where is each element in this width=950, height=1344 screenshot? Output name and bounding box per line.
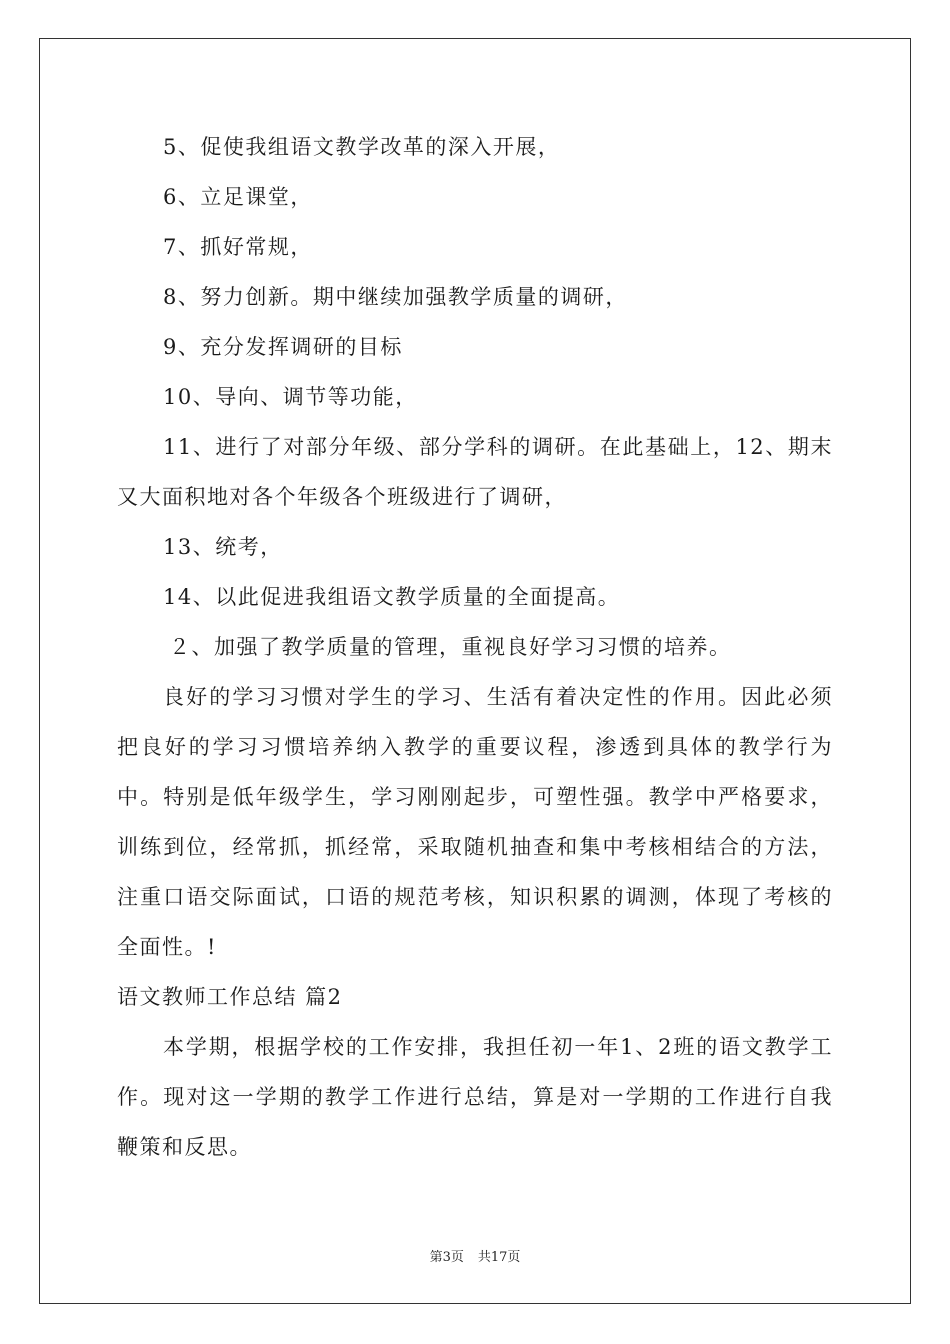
page-number: 第3页 (429, 1250, 464, 1265)
list-item: 5、促使我组语文教学改革的深入开展， (163, 135, 561, 159)
list-item: 10、导向、调节等功能， (163, 385, 418, 409)
list-item: 14、以此促进我组语文教学质量的全面提高。 (163, 585, 621, 609)
paragraph-intro: 本学期，根据学校的工作安排，我担任初一年1、2班的语文教学工作。现对这一学期的教学工作进行总结，算是对一学期的工作进行自我鞭策和反思。 (117, 1035, 833, 1159)
list-item: 13、统考， (163, 535, 283, 559)
list-item: 7、抓好常规， (163, 235, 313, 259)
page-footer (0, 1246, 950, 1265)
article-heading: 语文教师工作总结 篇2 (117, 985, 343, 1009)
list-item: 8、努力创新。期中继续加强教学质量的调研， (163, 285, 628, 309)
paragraph-item-11: 11、进行了对部分年级、部分学科的调研。在此基础上，12、期末又大面积地对各个年级各个班级进行了调研， (117, 435, 833, 509)
list-item: 9、充分发挥调研的目标 (163, 335, 403, 359)
page-total: 共17页 (477, 1250, 521, 1265)
paragraph-habits: 良好的学习习惯对学生的学习、生活有着决定性的作用。因此必须把良好的学习习惯培养纳入教学的重要议程，渗透到具体的教学行为中。特别是低年级学生，学习刚刚起步，可塑性强。教学中严格要求，训练到位，经常抓，抓经常，采取随机抽查和集中考核相结合的方法，注重口语交际面试，口语的规范考核，知识积累的调测，体现了考核的全面性。! (117, 685, 833, 959)
section-heading: ２、加强了教学质量的管理，重视良好学习习惯的培养。 (169, 635, 732, 659)
document-body (117, 122, 833, 1172)
list-item: 6、立足课堂， (163, 185, 313, 209)
